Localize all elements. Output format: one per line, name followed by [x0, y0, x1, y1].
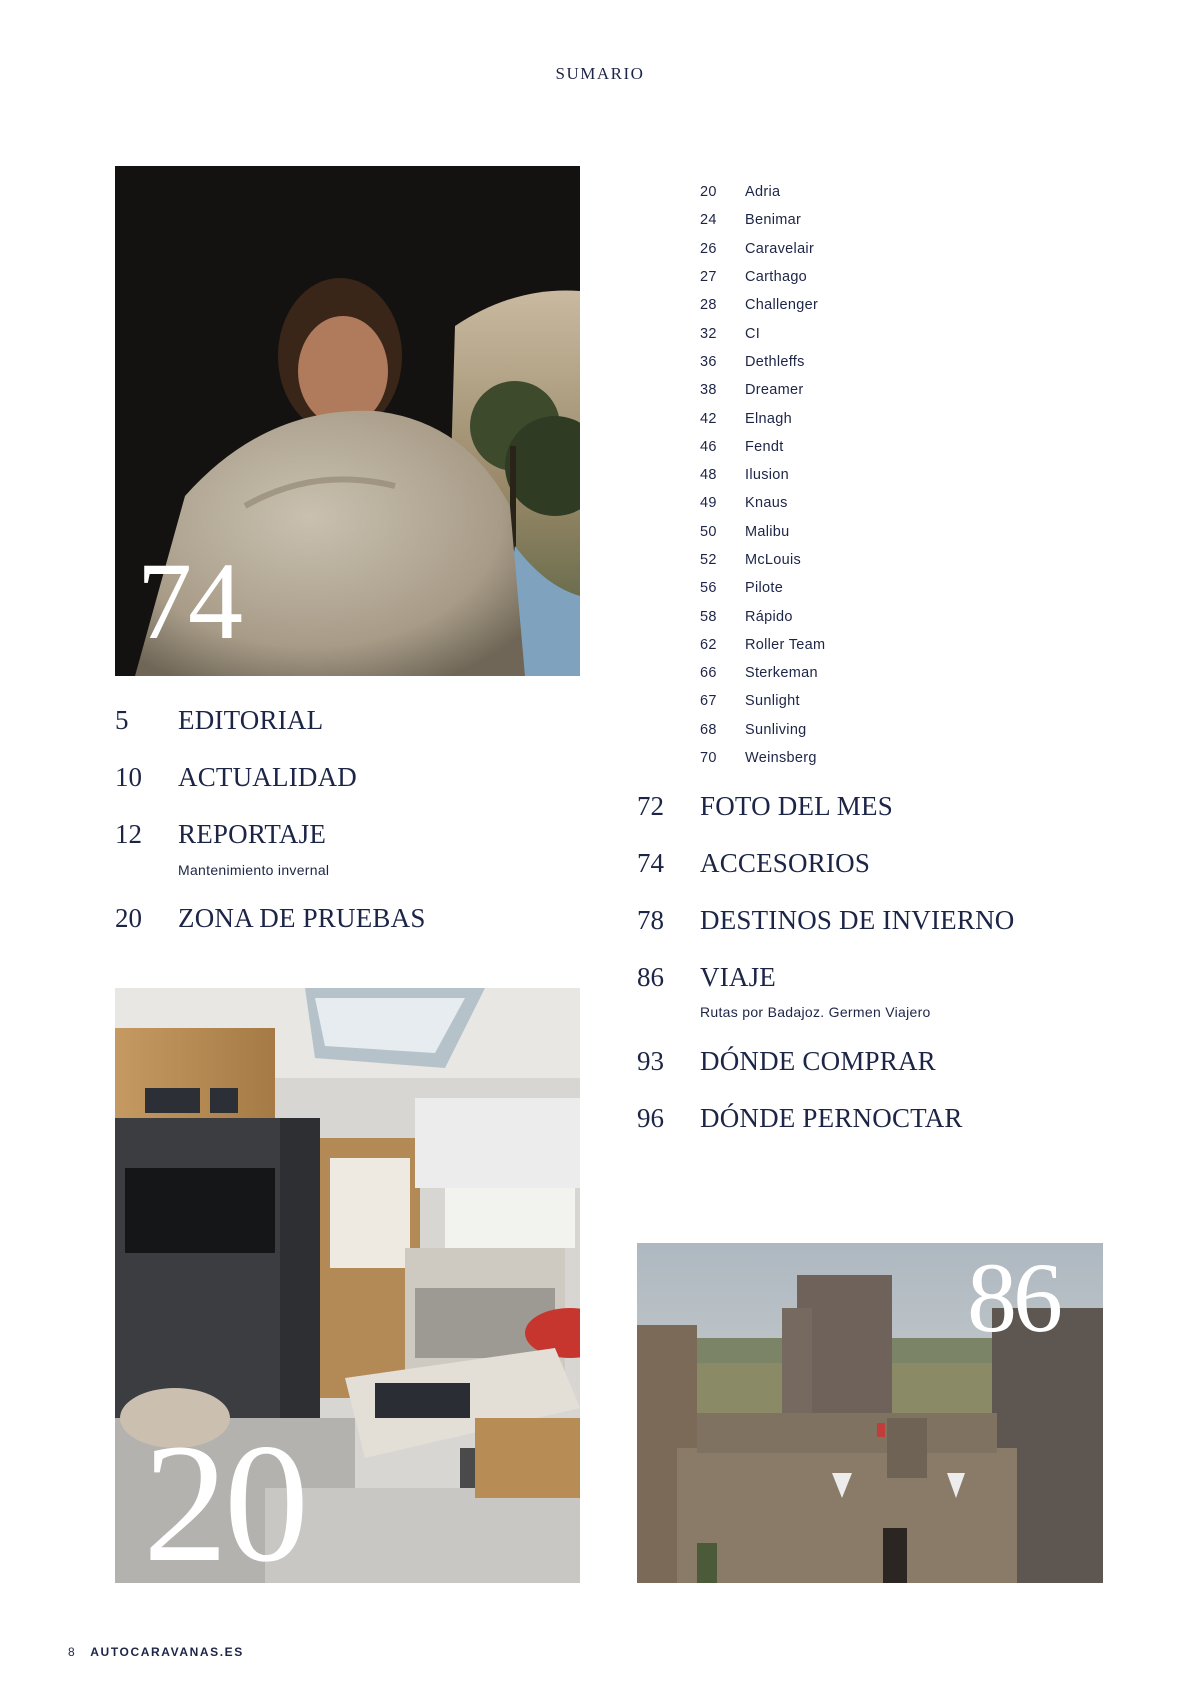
photo-page-number: 20: [143, 1409, 305, 1583]
page-footer: [68, 1645, 244, 1659]
brand-name: Challenger: [745, 297, 819, 314]
brand-name: Sunliving: [745, 721, 807, 738]
toc-item-reportaje[interactable]: [115, 819, 326, 850]
brand-name: Roller Team: [745, 636, 826, 653]
brand-item[interactable]: [700, 631, 825, 659]
toc-section-label: ACCESORIOS: [700, 848, 871, 878]
toc-item-donde-pernoctar[interactable]: [637, 1103, 963, 1134]
toc-page-number: 96: [637, 1103, 664, 1133]
brand-name: Sterkeman: [745, 665, 818, 682]
castle-photo: [637, 1243, 1103, 1583]
brand-item[interactable]: [700, 263, 825, 291]
toc-section-label: ACTUALIDAD: [178, 762, 357, 792]
brand-page-number: 28: [700, 297, 717, 314]
toc-item-zona-de-pruebas[interactable]: [115, 903, 426, 934]
toc-section-label: DÓNDE COMPRAR: [700, 1046, 936, 1076]
brand-page-number: 42: [700, 410, 717, 427]
toc-subtitle: Rutas por Badajoz. Germen Viajero: [700, 1004, 931, 1020]
toc-page-number: 93: [637, 1046, 664, 1076]
brand-page-number: 32: [700, 325, 717, 342]
brand-page-number: 56: [700, 580, 717, 597]
toc-item-donde-comprar[interactable]: [637, 1046, 936, 1077]
brand-name: Benimar: [745, 212, 802, 229]
brand-name: Pilote: [745, 580, 784, 597]
brand-name: CI: [745, 325, 761, 342]
toc-item-destinos-de-invierno[interactable]: [637, 905, 1014, 936]
brand-page-number: 68: [700, 721, 717, 738]
toc-item-foto-del-mes[interactable]: [637, 791, 893, 822]
brand-item[interactable]: [700, 546, 825, 574]
brand-item[interactable]: [700, 178, 825, 206]
brand-item[interactable]: [700, 433, 825, 461]
brand-name: Dethleffs: [745, 353, 805, 370]
toc-section-label: FOTO DEL MES: [700, 791, 893, 821]
brand-item[interactable]: [700, 319, 825, 347]
toc-section-label: EDITORIAL: [178, 705, 324, 735]
brand-page-number: 27: [700, 269, 717, 286]
brand-page-number: 38: [700, 382, 717, 399]
motorhome-interior-photo: [115, 988, 580, 1583]
toc-subtitle: Mantenimiento invernal: [178, 862, 330, 878]
brand-page-number: 26: [700, 240, 717, 257]
toc-item-actualidad[interactable]: [115, 762, 357, 793]
brand-name: Weinsberg: [745, 750, 817, 767]
brand-item[interactable]: [700, 574, 825, 602]
brand-item[interactable]: [700, 744, 825, 772]
brand-page-number: 62: [700, 636, 717, 653]
toc-section-label: DÓNDE PERNOCTAR: [700, 1103, 963, 1133]
toc-page-number: 74: [637, 848, 664, 878]
brand-name: Knaus: [745, 495, 788, 512]
toc-page-number: 72: [637, 791, 664, 821]
brand-name: Ilusion: [745, 467, 790, 484]
brand-name: Caravelair: [745, 240, 815, 257]
brand-item[interactable]: [700, 687, 825, 715]
brand-page-number: 36: [700, 353, 717, 370]
brand-page-number: 67: [700, 693, 717, 710]
brand-page-number: 50: [700, 523, 717, 540]
brand-page-number: 20: [700, 184, 717, 201]
brand-page-number: 70: [700, 750, 717, 767]
toc-section-label: ZONA DE PRUEBAS: [178, 903, 426, 933]
brand-page-number: 58: [700, 608, 717, 625]
toc-page-number: 78: [637, 905, 664, 935]
toc-section-label: DESTINOS DE INVIERNO: [700, 905, 1015, 935]
brand-item[interactable]: [700, 461, 825, 489]
photo-page-number: 86: [967, 1243, 1059, 1353]
brand-name: Carthago: [745, 269, 808, 286]
page-title: SUMARIO: [555, 64, 645, 83]
brand-item[interactable]: [700, 235, 825, 263]
toc-page-number: 10: [115, 762, 142, 792]
brand-name: Adria: [745, 184, 781, 201]
toc-page-number: 5: [115, 705, 129, 735]
brand-item[interactable]: [700, 348, 825, 376]
brand-item[interactable]: [700, 716, 825, 744]
brand-item[interactable]: [700, 602, 825, 630]
brand-page-number: 52: [700, 552, 717, 568]
toc-section-label: VIAJE: [700, 962, 776, 992]
toc-page-number: 12: [115, 819, 142, 849]
toc-page-number: 86: [637, 962, 664, 992]
brand-page-number: 24: [700, 212, 717, 229]
brand-name: McLouis: [745, 552, 802, 568]
footer-page-number: 8: [68, 1645, 77, 1659]
footer-site[interactable]: AUTOCARAVANAS.ES: [90, 1645, 244, 1659]
brand-item[interactable]: [700, 404, 825, 432]
brand-item[interactable]: [700, 206, 825, 234]
photo-page-number: 74: [137, 540, 239, 662]
brand-page-number: 48: [700, 467, 717, 484]
brand-name: Rápido: [745, 608, 793, 625]
brand-item[interactable]: [700, 291, 825, 319]
brand-name: Fendt: [745, 438, 784, 455]
toc-page-number: 20: [115, 903, 142, 933]
brand-item[interactable]: [700, 659, 825, 687]
toc-item-viaje[interactable]: [637, 962, 776, 993]
brand-page-number: 66: [700, 665, 717, 682]
brand-page-number: 49: [700, 495, 717, 512]
toc-item-accesorios[interactable]: [637, 848, 870, 879]
brand-name: Malibu: [745, 523, 790, 540]
brand-name: Sunlight: [745, 693, 800, 710]
toc-section-label: REPORTAJE: [178, 819, 327, 849]
brand-name: Elnagh: [745, 410, 792, 427]
brand-item[interactable]: [700, 376, 825, 404]
brand-item[interactable]: [700, 518, 825, 546]
brand-name: Dreamer: [745, 382, 804, 399]
brand-item[interactable]: [700, 489, 825, 517]
brand-page-number: 46: [700, 438, 717, 455]
toc-item-editorial[interactable]: [115, 705, 323, 736]
woman-in-van-photo: [115, 166, 580, 676]
brand-list: [700, 178, 825, 772]
